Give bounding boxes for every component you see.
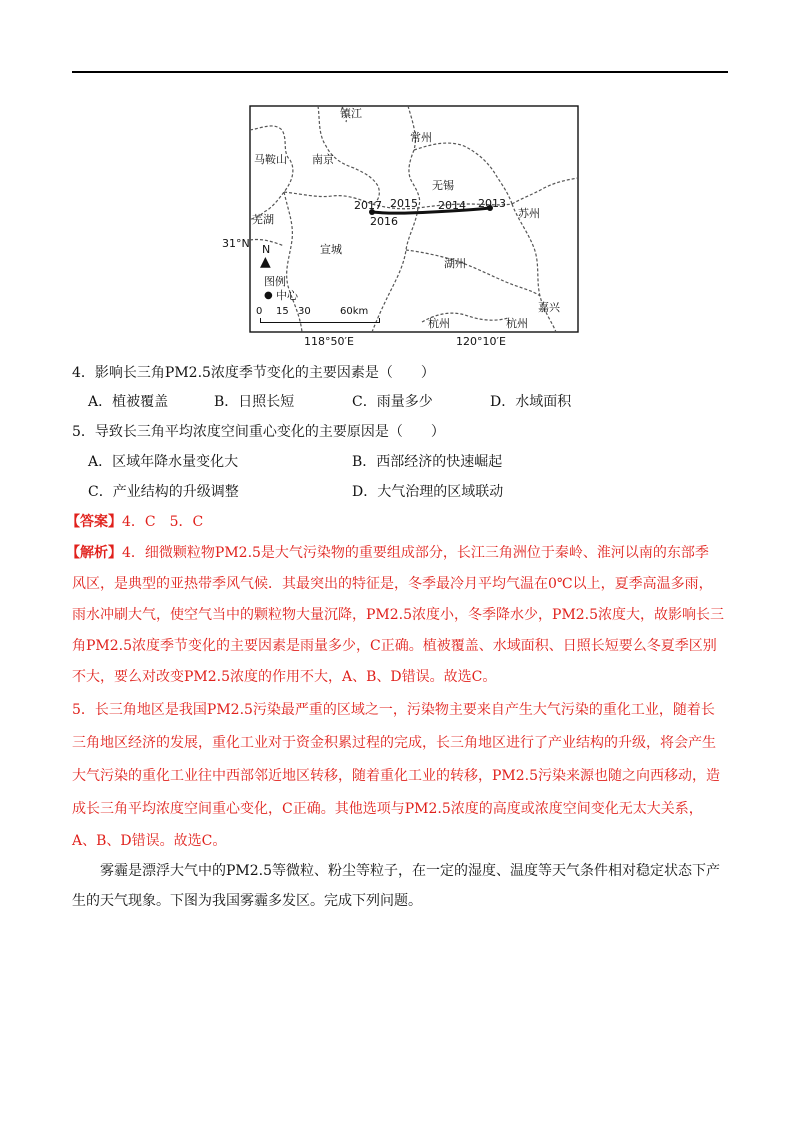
analysis-line-5: 不大，要么对改变PM2.5浓度的作用不大，A、B、D错误。故选C。 bbox=[72, 669, 497, 685]
label-nanjing: 南京 bbox=[312, 153, 334, 166]
year-label: 2017 bbox=[354, 199, 382, 212]
legend-dot-icon: ● bbox=[264, 290, 273, 301]
year-label: 2015 bbox=[390, 197, 418, 210]
legend-title: 图例 bbox=[264, 275, 286, 288]
label-wuhu: 芜湖 bbox=[252, 213, 274, 226]
scale-tick: 15 bbox=[276, 306, 289, 317]
label-jiaxing: 嘉兴 bbox=[538, 301, 560, 314]
label-hangzhou-2: 杭州 bbox=[506, 317, 528, 330]
longitude-right: 120°10′E bbox=[456, 335, 506, 348]
scale-tick: 0 bbox=[256, 306, 263, 317]
q4-option-d: D．水域面积 bbox=[490, 394, 572, 410]
analysis-line-3: 雨水冲刷大气，使空气当中的颗粒物大量沉降，PM2.5浓度小，冬季降水少，PM2.5浓度大，故影响长三 bbox=[72, 607, 725, 623]
analysis-line-6: 5．长三角地区是我国PM2.5污染最严重的区域之一，污染物主要来自产生大气污染的重化工业，随着长 bbox=[72, 702, 715, 718]
analysis-label: 【解析】 bbox=[66, 545, 122, 561]
year-label: 2016 bbox=[370, 215, 398, 228]
label-changzhou: 常州 bbox=[410, 131, 432, 144]
analysis-line-7: 三角地区经济的发展，重化工业对于资金积累过程的完成，长三角地区进行了产业结构的升级，将会产生 bbox=[72, 735, 716, 751]
q4-option-c: C．雨量多少 bbox=[352, 394, 433, 410]
analysis-line-2: 风区，是典型的亚热带季风气候．其最突出的特征是，冬季最冷月平均气温在0℃以上，夏季高温多雨， bbox=[72, 576, 713, 592]
q5-option-a: A．区域年降水量变化大 bbox=[88, 454, 239, 470]
intro-line-1: 雾霾是漂浮大气中的PM2.5等微粒、粉尘等粒子，在一定的湿度、温度等天气条件相对稳定状态下产 bbox=[100, 863, 721, 879]
header-rule bbox=[72, 71, 728, 73]
analysis-line-8: 大气污染的重化工业往中西部邻近地区转移，随着重化工业的转移，PM2.5污染来源也随之向西移动，造 bbox=[72, 768, 721, 784]
label-zhenjiang: 镇江 bbox=[340, 107, 362, 120]
legend-item: 中心 bbox=[276, 289, 298, 302]
analysis-text: 4．细微颗粒物PM2.5是大气污染物的重要组成部分，长江三角洲位于秦岭、淮河以南的东部季 bbox=[122, 545, 709, 561]
question-4-stem: 4．影响长三角PM2.5浓度季节变化的主要因素是（ ） bbox=[72, 365, 435, 381]
scale-tick: 60km bbox=[340, 306, 369, 317]
analysis-line-1 bbox=[66, 543, 709, 563]
label-suzhou: 苏州 bbox=[518, 207, 540, 220]
north-label: N bbox=[262, 243, 271, 256]
answer-label: 【答案】 bbox=[66, 514, 122, 530]
pm25-center-map bbox=[222, 100, 584, 350]
question-5-stem: 5．导致长三角平均浓度空间重心变化的主要原因是（ ） bbox=[72, 424, 445, 440]
q5-option-b: B．西部经济的快速崛起 bbox=[352, 454, 503, 470]
year-label: 2014 bbox=[438, 199, 466, 212]
intro-line-2: 生的天气现象。下图为我国雾霾多发区。完成下列问题。 bbox=[72, 893, 422, 909]
label-xuancheng: 宣城 bbox=[320, 243, 342, 256]
analysis-line-10: A、B、D错误。故选C。 bbox=[72, 833, 227, 849]
latitude-label: 31°N bbox=[222, 237, 250, 250]
analysis-line-4: 角PM2.5浓度季节变化的主要因素是雨量多少，C正确。植被覆盖、水域面积、日照长短要么冬夏季区别 bbox=[72, 638, 717, 654]
label-maanshan: 马鞍山 bbox=[254, 153, 287, 166]
analysis-line-9: 成长三角平均浓度空间重心变化，C正确。其他选项与PM2.5浓度的高度或浓度空间变化无太大关系， bbox=[72, 801, 703, 817]
answer-text: 4．C 5．C bbox=[122, 514, 204, 530]
north-arrow-icon: ▲ bbox=[260, 254, 271, 270]
q5-option-d: D．大气治理的区域联动 bbox=[352, 484, 504, 500]
scale-tick: 30 bbox=[298, 306, 311, 317]
q5-option-c: C．产业结构的升级调整 bbox=[88, 484, 239, 500]
label-wuxi: 无锡 bbox=[432, 179, 454, 192]
q4-option-a: A．植被覆盖 bbox=[88, 394, 169, 410]
year-label: 2013 bbox=[478, 197, 506, 210]
label-hangzhou-1: 杭州 bbox=[428, 317, 450, 330]
answer-line bbox=[66, 512, 203, 532]
longitude-left: 118°50′E bbox=[304, 335, 354, 348]
label-huzhou: 湖州 bbox=[444, 257, 466, 270]
q4-option-b: B．日照长短 bbox=[214, 394, 295, 410]
